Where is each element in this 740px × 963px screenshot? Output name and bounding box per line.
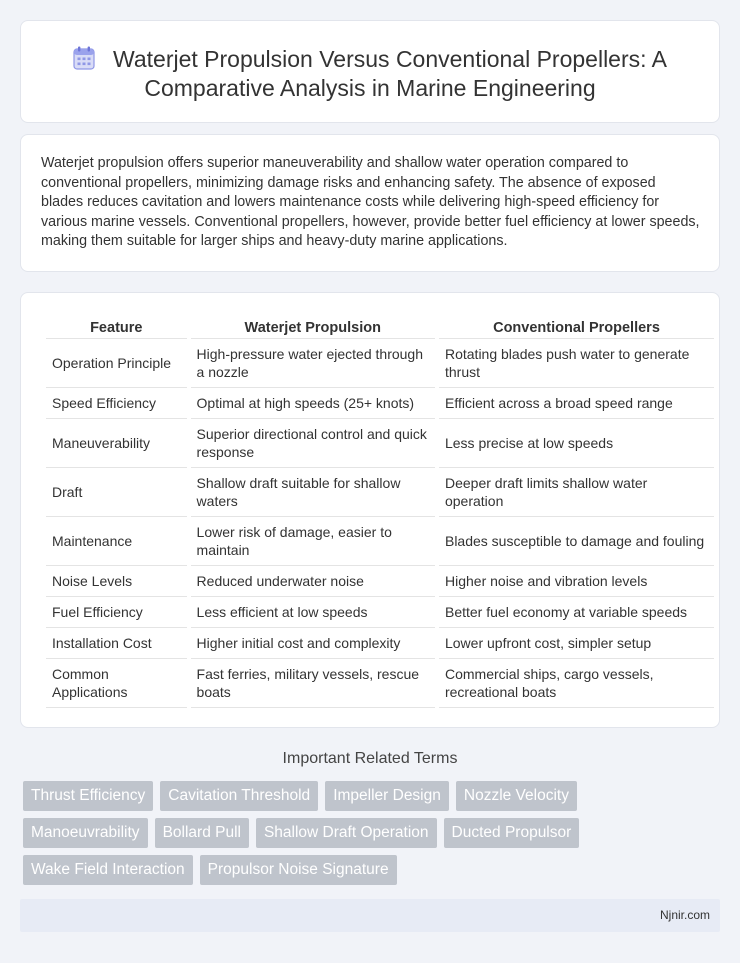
table-cell: Optimal at high speeds (25+ knots) — [191, 388, 435, 419]
page-title-block — [21, 45, 719, 103]
table-row — [46, 419, 714, 468]
table-cell: Installation Cost — [46, 628, 187, 659]
table-cell: Common Applications — [46, 659, 187, 708]
table-cell: Maneuverability — [46, 419, 187, 468]
table-cell: Deeper draft limits shallow water operation — [439, 468, 714, 517]
table-cell: Better fuel economy at variable speeds — [439, 597, 714, 628]
comparison-card — [20, 292, 720, 728]
table-row — [46, 566, 714, 597]
intro-card — [20, 134, 720, 272]
column-header: Feature — [46, 313, 187, 339]
table-header-row — [46, 313, 714, 339]
table-cell: Higher noise and vibration levels — [439, 566, 714, 597]
related-term-tag[interactable]: Impeller Design — [325, 781, 449, 811]
table-row — [46, 628, 714, 659]
table-cell: Lower upfront cost, simpler setup — [439, 628, 714, 659]
related-term-tag[interactable]: Ducted Propulsor — [444, 818, 580, 848]
table-row — [46, 339, 714, 388]
intro-paragraph: Waterjet propulsion offers superior maneuverability and shallow water operation compared to conventional propellers, minimizing damage risks and enhancing safety. The absence of exposed blades reduces cavitation and lowers maintenance costs while delivering high-speed efficiency for various marine vessels. Conventional propellers, however, provide better fuel efficiency at lower speeds, making them suitable for larger ships and heavy-duty marine applications. — [41, 155, 700, 249]
related-term-tag[interactable]: Bollard Pull — [155, 818, 249, 848]
calendar-icon — [73, 46, 95, 70]
table-row — [46, 597, 714, 628]
title-card — [20, 20, 720, 123]
related-term-tag[interactable]: Wake Field Interaction — [23, 855, 193, 885]
related-term-tag[interactable]: Nozzle Velocity — [456, 781, 577, 811]
table-cell: Lower risk of damage, easier to maintain — [191, 517, 435, 566]
table-cell: Noise Levels — [46, 566, 187, 597]
table-row — [46, 659, 714, 708]
comparison-table — [42, 313, 718, 708]
table-cell: Efficient across a broad speed range — [439, 388, 714, 419]
column-header: Conventional Propellers — [439, 313, 714, 339]
related-term-tag[interactable]: Shallow Draft Operation — [256, 818, 437, 848]
column-header: Waterjet Propulsion — [191, 313, 435, 339]
related-term-tag[interactable]: Cavitation Threshold — [160, 781, 318, 811]
related-term-tag[interactable]: Propulsor Noise Signature — [200, 855, 397, 885]
table-row — [46, 468, 714, 517]
table-cell: Speed Efficiency — [46, 388, 187, 419]
table-cell: Higher initial cost and complexity — [191, 628, 435, 659]
table-cell: Rotating blades push water to generate thrust — [439, 339, 714, 388]
table-row — [46, 388, 714, 419]
table-cell: Less precise at low speeds — [439, 419, 714, 468]
table-row — [46, 517, 714, 566]
table-cell: Less efficient at low speeds — [191, 597, 435, 628]
table-cell: Shallow draft suitable for shallow waters — [191, 468, 435, 517]
related-term-tag[interactable]: Manoeuvrability — [23, 818, 148, 848]
table-cell: Fuel Efficiency — [46, 597, 187, 628]
table-cell: Commercial ships, cargo vessels, recreational boats — [439, 659, 714, 708]
related-term-tag[interactable]: Thrust Efficiency — [23, 781, 153, 811]
table-cell: Maintenance — [46, 517, 187, 566]
footer-bar — [20, 899, 720, 932]
related-terms-heading: Important Related Terms — [282, 750, 458, 767]
table-cell: Fast ferries, military vessels, rescue boats — [191, 659, 435, 708]
page-title: Waterjet Propulsion Versus Conventional Propellers: A Comparative Analysis in Marine Engineering — [113, 46, 667, 101]
table-cell: Draft — [46, 468, 187, 517]
related-terms-list — [23, 781, 703, 885]
footer-site-link[interactable]: Njnir.com — [659, 908, 710, 922]
table-cell: Reduced underwater noise — [191, 566, 435, 597]
table-cell: High-pressure water ejected through a nozzle — [191, 339, 435, 388]
table-cell: Superior directional control and quick response — [191, 419, 435, 468]
table-cell: Operation Principle — [46, 339, 187, 388]
table-cell: Blades susceptible to damage and fouling — [439, 517, 714, 566]
